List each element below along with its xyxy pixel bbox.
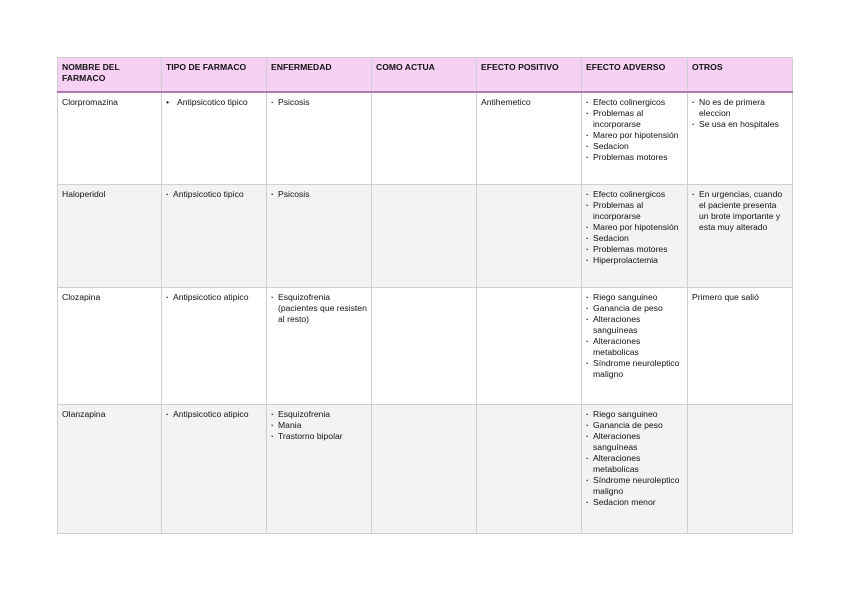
cell-como-actua <box>372 287 477 404</box>
cell-nombre: Olanzapina <box>58 404 162 533</box>
list-item: · Sedacion <box>586 233 683 244</box>
table-row <box>58 184 793 287</box>
drug-table <box>57 57 793 534</box>
cell-efecto-positivo <box>477 184 582 287</box>
list-item: · Mania <box>271 420 367 431</box>
table-header-row <box>58 58 793 93</box>
list-item: · Psicosis <box>271 97 367 108</box>
list-item: · Síndrome neuroleptico maligno <box>586 358 683 380</box>
cell-enfermedad <box>267 287 372 404</box>
list-item: · Ganancia de peso <box>586 420 683 431</box>
cell-efecto-adverso <box>582 404 688 533</box>
list-item: · Antipsicotico atipico <box>166 292 262 303</box>
header-otros: OTROS <box>688 58 793 93</box>
cell-otros <box>688 404 793 533</box>
list-item: · Psicosis <box>271 189 367 200</box>
list-item: • Antipsicotico tipico <box>166 97 262 108</box>
cell-como-actua <box>372 404 477 533</box>
list-item: · Problemas motores <box>586 152 683 163</box>
list-item: · Sedacion menor <box>586 497 683 508</box>
list-item: · Síndrome neuroleptico maligno <box>586 475 683 497</box>
cell-nombre: Haloperidol <box>58 184 162 287</box>
list-item: · Se usa en hospitales <box>692 119 788 130</box>
list-item: · Antipsicotico tipico <box>166 189 262 200</box>
list-item: · En urgencias, cuando el paciente presenta un brote importante y esta muy alterado <box>692 189 788 233</box>
cell-otros <box>688 184 793 287</box>
cell-otros <box>688 92 793 184</box>
list-item: · Mareo por hipotensión <box>586 130 683 141</box>
list-item: · Alteraciones metabolicas <box>586 453 683 475</box>
list-item: · Hiperprolactemia <box>586 255 683 266</box>
header-tipo: TIPO DE FARMACO <box>162 58 267 93</box>
list-item: · Riego sanguineo <box>586 409 683 420</box>
list-item: · Mareo por hipotensión <box>586 222 683 233</box>
table-row <box>58 92 793 184</box>
cell-efecto-positivo <box>477 404 582 533</box>
cell-tipo <box>162 184 267 287</box>
list-item: · Riego sanguineo <box>586 292 683 303</box>
header-enfermedad: ENFERMEDAD <box>267 58 372 93</box>
cell-efecto-positivo: Antihemetico <box>477 92 582 184</box>
header-como-actua: COMO ACTUA <box>372 58 477 93</box>
list-item: · Problemas al incorporarse <box>586 200 683 222</box>
cell-nombre: Clorpromazina <box>58 92 162 184</box>
list-item: · Problemas motores <box>586 244 683 255</box>
list-item: · Trastorno bipolar <box>271 431 367 442</box>
cell-efecto-positivo <box>477 287 582 404</box>
list-item: · Problemas al incorporarse <box>586 108 683 130</box>
cell-efecto-adverso <box>582 184 688 287</box>
cell-otros: Primero que salió <box>688 287 793 404</box>
header-efecto-positivo: EFECTO POSITIVO <box>477 58 582 93</box>
cell-nombre: Clozapina <box>58 287 162 404</box>
list-item: · Ganancia de peso <box>586 303 683 314</box>
cell-efecto-adverso <box>582 92 688 184</box>
cell-enfermedad <box>267 184 372 287</box>
cell-como-actua <box>372 92 477 184</box>
list-item: · Esquizofrenia (pacientes que resisten al resto) <box>271 292 367 325</box>
cell-tipo <box>162 404 267 533</box>
list-item: · Esquizofrenia <box>271 409 367 420</box>
list-item: · Antipsicotico atipico <box>166 409 262 420</box>
list-item: · Alteraciones sanguíneas <box>586 314 683 336</box>
list-item: · Alteraciones metabolicas <box>586 336 683 358</box>
list-item: · Sedacion <box>586 141 683 152</box>
header-nombre: NOMBRE DEL FARMACO <box>58 58 162 93</box>
list-item: · Efecto colinergicos <box>586 189 683 200</box>
list-item: · Alteraciones sanguíneas <box>586 431 683 453</box>
cell-enfermedad <box>267 404 372 533</box>
cell-tipo <box>162 92 267 184</box>
cell-como-actua <box>372 184 477 287</box>
table-row <box>58 404 793 533</box>
cell-efecto-adverso <box>582 287 688 404</box>
list-item: · No es de primera eleccion <box>692 97 788 119</box>
header-efecto-adverso: EFECTO ADVERSO <box>582 58 688 93</box>
cell-enfermedad <box>267 92 372 184</box>
table-row <box>58 287 793 404</box>
cell-tipo <box>162 287 267 404</box>
list-item: · Efecto colinergicos <box>586 97 683 108</box>
